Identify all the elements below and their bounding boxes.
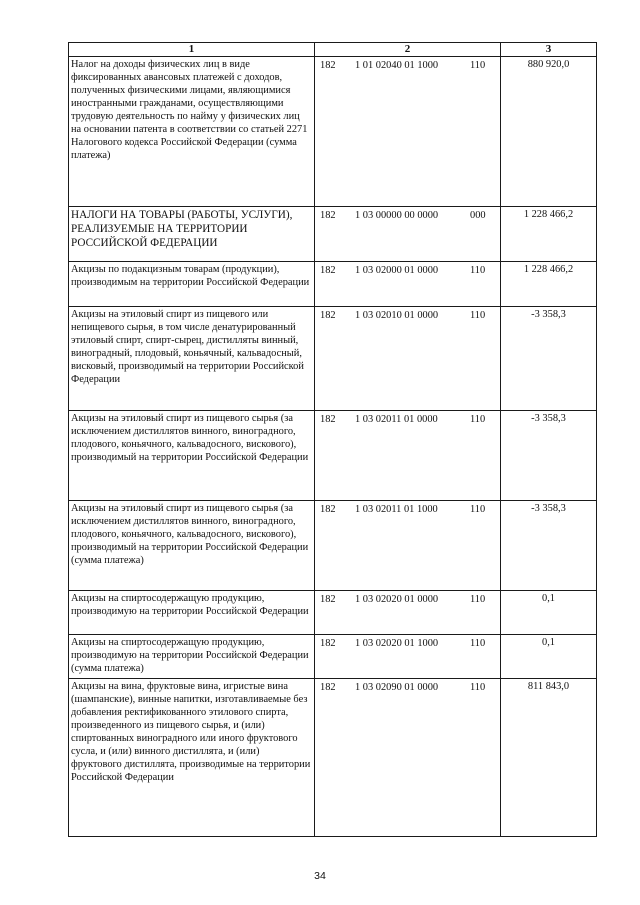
table-row xyxy=(69,635,597,679)
row-name: Акцизы на вина, фруктовые вина, игристые вина (шампанские), винные напитки, изготавливаемые без добавления ректификованного этилового спирта, произведенного из пищевого сырья, и (или) спиртованных виноградного или иного фруктового сусла, и (или) винного дистиллята, и (или) фруктового дистиллята, производимые на территории Российской Федерации xyxy=(69,679,315,837)
column-header-1: 1 xyxy=(69,43,315,57)
table-row xyxy=(69,679,597,837)
budget-classification-code: 1 01 02040 01 1000 xyxy=(355,60,439,71)
row-name: Акцизы по подакцизным товарам (продукции), производимым на территории Российской Федерации xyxy=(69,262,315,307)
table-row xyxy=(69,262,597,307)
budget-classification-code: 1 03 02011 01 0000 xyxy=(355,414,438,425)
page-number: 34 xyxy=(314,870,326,882)
row-sum: 0,1 xyxy=(501,635,597,679)
admin-code: 182 xyxy=(320,60,336,71)
row-sum: 1 228 466,2 xyxy=(501,207,597,262)
admin-code: 182 xyxy=(320,265,336,276)
row-code xyxy=(315,501,501,591)
row-sum: -3 358,3 xyxy=(501,307,597,411)
row-sum: -3 358,3 xyxy=(501,501,597,591)
admin-code: 182 xyxy=(320,594,336,605)
row-code xyxy=(315,411,501,501)
row-name: Акцизы на этиловый спирт из пищевого сырья (за исключением дистиллятов винного, виноградного, плодового, коньячного, кальвадосного, вискового), производимый на территории Российской Федерации xyxy=(69,411,315,501)
economic-code: 110 xyxy=(470,504,486,515)
economic-code: 110 xyxy=(470,594,486,605)
economic-code: 110 xyxy=(470,638,486,649)
budget-classification-code: 1 03 02010 01 0000 xyxy=(355,310,439,321)
row-name: Акцизы на спиртосодержащую продукцию, производимую на территории Российской Федерации (сумма платежа) xyxy=(69,635,315,679)
admin-code: 182 xyxy=(320,414,336,425)
row-code xyxy=(315,57,501,207)
budget-classification-code: 1 03 02020 01 1000 xyxy=(355,638,439,649)
economic-code: 110 xyxy=(470,682,486,693)
budget-classification-code: 1 03 00000 00 0000 xyxy=(355,210,439,221)
economic-code: 110 xyxy=(470,60,486,71)
budget-revenue-table xyxy=(68,42,597,837)
budget-classification-code: 1 03 02020 01 0000 xyxy=(355,594,439,605)
row-name: Налог на доходы физических лиц в виде фиксированных авансовых платежей с доходов, полученных физическими лицами, являющимися иностранными гражданами, осуществляющими трудовую деятельность по найму у физических лиц на основании патента в соответствии со статьей 2271 Налогового кодекса Российской Федерации (сумма платежа) xyxy=(69,57,315,207)
column-header-2: 2 xyxy=(315,43,501,57)
admin-code: 182 xyxy=(320,638,336,649)
row-sum: 811 843,0 xyxy=(501,679,597,837)
economic-code: 110 xyxy=(470,414,486,425)
row-code xyxy=(315,635,501,679)
table-row xyxy=(69,411,597,501)
table-header-row xyxy=(69,43,597,57)
table-row xyxy=(69,591,597,635)
table-row xyxy=(69,501,597,591)
admin-code: 182 xyxy=(320,210,336,221)
budget-classification-code: 1 03 02090 01 0000 xyxy=(355,682,439,693)
row-sum: 1 228 466,2 xyxy=(501,262,597,307)
row-code xyxy=(315,679,501,837)
column-header-3: 3 xyxy=(501,43,597,57)
row-name: Акцизы на спиртосодержащую продукцию, производимую на территории Российской Федерации xyxy=(69,591,315,635)
table-row xyxy=(69,57,597,207)
row-name: Акцизы на этиловый спирт из пищевого сырья (за исключением дистиллятов винного, виноградного, плодового, коньячного, кальвадосного, вискового), производимый на территории Российской Федерации (сумма платежа) xyxy=(69,501,315,591)
row-code xyxy=(315,207,501,262)
row-code xyxy=(315,591,501,635)
economic-code: 000 xyxy=(470,210,486,221)
budget-classification-code: 1 03 02000 01 0000 xyxy=(355,265,439,276)
table-row xyxy=(69,307,597,411)
table-row xyxy=(69,207,597,262)
economic-code: 110 xyxy=(470,265,486,276)
row-code xyxy=(315,307,501,411)
admin-code: 182 xyxy=(320,682,336,693)
row-sum: -3 358,3 xyxy=(501,411,597,501)
row-name: Акцизы на этиловый спирт из пищевого или непищевого сырья, в том числе денатурированный этиловый спирт, спирт-сырец, дистилляты винный, виноградный, плодовый, коньячный, кальвадосный, висковый, производимый на территории Российской Федерации xyxy=(69,307,315,411)
budget-classification-code: 1 03 02011 01 1000 xyxy=(355,504,438,515)
admin-code: 182 xyxy=(320,504,336,515)
row-code xyxy=(315,262,501,307)
economic-code: 110 xyxy=(470,310,486,321)
admin-code: 182 xyxy=(320,310,336,321)
row-name: НАЛОГИ НА ТОВАРЫ (РАБОТЫ, УСЛУГИ), РЕАЛИЗУЕМЫЕ НА ТЕРРИТОРИИ РОССИЙСКОЙ ФЕДЕРАЦИИ xyxy=(69,207,315,262)
row-sum: 0,1 xyxy=(501,591,597,635)
row-sum: 880 920,0 xyxy=(501,57,597,207)
